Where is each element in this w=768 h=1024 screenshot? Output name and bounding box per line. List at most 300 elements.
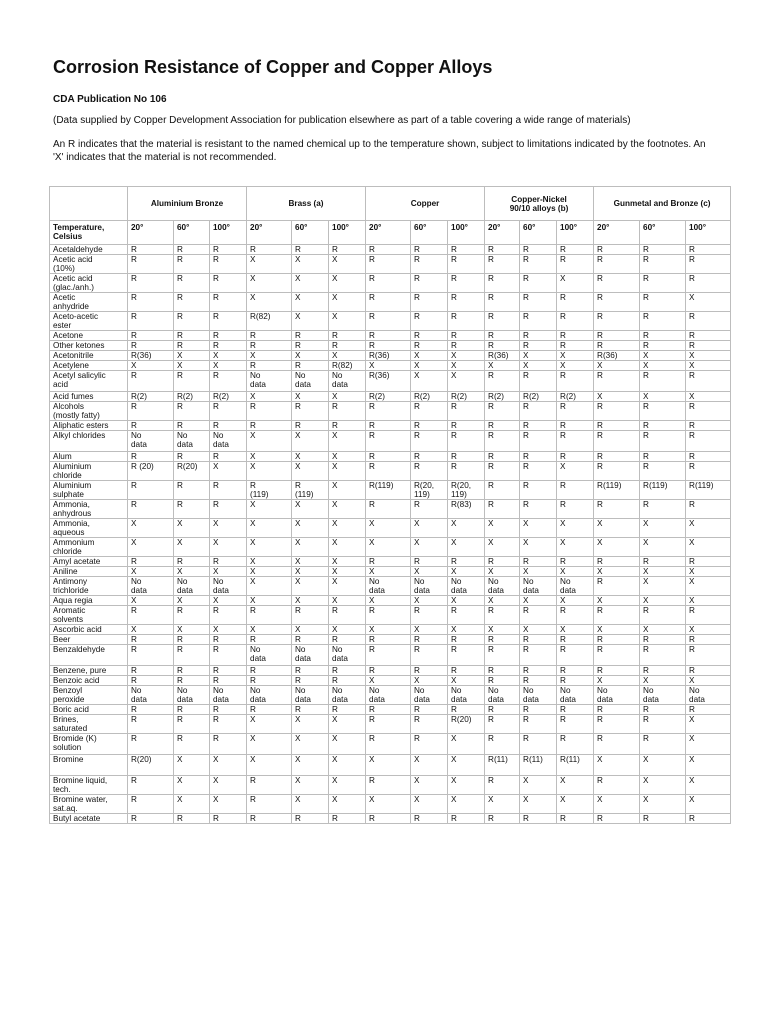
rating-cell: R [247,245,292,255]
table-row [50,312,731,331]
rating-cell: No data [247,645,292,666]
table-row [50,351,731,361]
rating-cell: R [292,245,329,255]
rating-cell: R [174,421,210,431]
rating-cell: R [640,557,686,567]
rating-cell: R [485,331,520,341]
chemical-name: Bromide (K) solution [50,734,128,755]
table-row [50,577,731,596]
chemical-name: Aqua regia [50,596,128,606]
rating-cell: R [686,431,731,452]
rating-cell: X [366,676,411,686]
rating-cell: R [448,421,485,431]
rating-cell: R [485,776,520,795]
chemical-name: Aceto-acetic ester [50,312,128,331]
rating-cell: X [366,538,411,557]
rating-cell: X [174,625,210,635]
rating-cell: R [557,371,594,392]
rating-cell: R [448,635,485,645]
rating-cell: R [174,245,210,255]
rating-cell: R [411,293,448,312]
rating-cell: R [557,666,594,676]
rating-cell: R [594,402,640,421]
rating-cell: X [520,776,557,795]
rating-cell: R [594,814,640,824]
table-row [50,341,731,351]
rating-cell: X [329,795,366,814]
temp-20: 20° [594,221,640,245]
rating-cell: R [128,734,174,755]
rating-cell: R [366,421,411,431]
rating-cell: R [640,500,686,519]
rating-cell: R [520,557,557,567]
rating-cell: R [448,814,485,824]
rating-cell: R [411,452,448,462]
rating-cell: R(20) [174,462,210,481]
rating-cell: R [686,635,731,645]
rating-cell: R [557,452,594,462]
rating-cell: R [210,245,247,255]
rating-cell: No data [448,686,485,705]
table-row [50,500,731,519]
rating-cell: X [485,567,520,577]
rating-cell: R [174,331,210,341]
table-row [50,421,731,431]
table-group-header-row [50,187,731,221]
rating-cell: X [448,676,485,686]
rating-cell: R [411,421,448,431]
rating-cell: R [366,462,411,481]
rating-cell: No data [366,577,411,596]
rating-cell: R [411,331,448,341]
rating-cell: R [128,245,174,255]
rating-cell: R [174,274,210,293]
rating-cell: R [210,734,247,755]
rating-cell: R [557,814,594,824]
rating-cell: X [557,361,594,371]
rating-cell: R [411,402,448,421]
rating-cell: X [557,567,594,577]
rating-cell: R [174,452,210,462]
table-row [50,402,731,421]
rating-cell: R [686,371,731,392]
rating-cell: R [411,557,448,567]
rating-cell: X [128,361,174,371]
rating-cell: R [174,635,210,645]
rating-cell: R [520,481,557,500]
rating-cell: R(2) [485,392,520,402]
rating-cell: X [329,462,366,481]
rating-cell: R [594,734,640,755]
rating-cell: No data [128,577,174,596]
rating-cell: X [128,567,174,577]
rating-cell: X [292,462,329,481]
rating-cell: R [174,705,210,715]
rating-cell: R [247,361,292,371]
rating-cell: R [557,557,594,567]
rating-cell: R(20) [128,755,174,776]
rating-cell: R [128,255,174,274]
rating-cell: No data [210,431,247,452]
temp-60: 60° [640,221,686,245]
rating-cell: R [686,245,731,255]
chemical-name: Aniline [50,567,128,577]
rating-cell: R [128,776,174,795]
rating-cell: X [292,596,329,606]
rating-cell: R [557,402,594,421]
rating-cell: R [366,814,411,824]
chemical-name: Boric acid [50,705,128,715]
rating-cell: R [247,776,292,795]
rating-cell: R [210,452,247,462]
rating-cell: X [292,795,329,814]
rating-cell: R [686,255,731,274]
rating-cell: X [686,519,731,538]
chemical-name: Acetonitrile [50,351,128,361]
rating-cell: X [174,596,210,606]
rating-cell: R (119) [292,481,329,500]
rating-cell: R(119) [686,481,731,500]
rating-cell: X [485,625,520,635]
rating-cell: X [210,351,247,361]
rating-cell: X [210,462,247,481]
rating-cell: R [247,666,292,676]
rating-cell: R [485,606,520,625]
rating-cell: R [686,666,731,676]
rating-cell: R [210,341,247,351]
rating-cell: R [520,715,557,734]
table-row [50,606,731,625]
rating-cell: R [640,462,686,481]
rating-cell: R [485,245,520,255]
rating-cell: X [174,567,210,577]
rating-cell: R [411,635,448,645]
rating-cell: No data [640,686,686,705]
rating-cell: X [686,715,731,734]
rating-cell: R [640,635,686,645]
rating-cell: X [686,676,731,686]
chemical-name: Acetic anhydride [50,293,128,312]
rating-cell: R [292,676,329,686]
rating-cell: R [210,481,247,500]
rating-cell: R [448,331,485,341]
page-title: Corrosion Resistance of Copper and Copper Alloys [53,57,493,77]
rating-cell: X [411,596,448,606]
rating-cell: X [174,361,210,371]
rating-cell: X [640,755,686,776]
rating-cell: X [448,361,485,371]
rating-cell: X [686,567,731,577]
rating-cell: R [210,312,247,331]
rating-cell: X [366,567,411,577]
rating-cell: R [520,312,557,331]
rating-cell: R [411,274,448,293]
table-row [50,596,731,606]
rating-cell: R [329,421,366,431]
rating-cell: R [292,331,329,341]
rating-cell: X [292,755,329,776]
temp-60: 60° [174,221,210,245]
publication-number: CDA Publication No 106 [53,94,167,105]
rating-cell: X [640,596,686,606]
rating-cell: X [411,567,448,577]
rating-cell: R [174,676,210,686]
chemical-name: Benzene, pure [50,666,128,676]
rating-cell: X [292,715,329,734]
rating-cell: X [557,519,594,538]
chemical-name: Beer [50,635,128,645]
rating-cell: R [448,557,485,567]
rating-cell: X [594,392,640,402]
rating-cell: R [128,666,174,676]
rating-cell: X [247,274,292,293]
rating-cell: R [640,331,686,341]
rating-cell: R [247,635,292,645]
rating-cell: R [686,452,731,462]
rating-cell: X [448,538,485,557]
rating-cell: X [686,538,731,557]
rating-cell: X [594,625,640,635]
rating-cell: No data [292,686,329,705]
rating-cell: R [640,666,686,676]
chemical-name: Antimony trichloride [50,577,128,596]
rating-cell: R [520,431,557,452]
rating-cell: X [594,519,640,538]
rating-cell: R [520,635,557,645]
rating-cell: R [210,331,247,341]
rating-cell: R [247,421,292,431]
table-row [50,814,731,824]
rating-cell: X [247,625,292,635]
rating-cell: R [411,462,448,481]
table-row [50,776,731,795]
group-header-brass: Brass (a) [247,187,366,221]
rating-cell: X [448,519,485,538]
table-row [50,392,731,402]
rating-cell: No data [292,371,329,392]
rating-cell: R [210,402,247,421]
rating-cell: R [210,676,247,686]
table-body [50,245,731,824]
rating-cell: X [411,776,448,795]
table-row [50,371,731,392]
rating-cell: X [448,755,485,776]
rating-cell: X [329,734,366,755]
rating-cell: No data [292,645,329,666]
chemical-name: Acetaldehyde [50,245,128,255]
rating-cell: X [292,293,329,312]
rating-cell: R [520,402,557,421]
rating-cell: R [366,402,411,421]
table-row [50,293,731,312]
rating-cell: R(2) [448,392,485,402]
rating-cell: R [557,245,594,255]
rating-cell: R [448,666,485,676]
rating-cell: R [485,255,520,274]
group-header-gunmetal-bronze: Gunmetal and Bronze (c) [594,187,731,221]
rating-cell: X [520,538,557,557]
rating-cell: R [485,371,520,392]
rating-cell: R [329,705,366,715]
rating-cell: R [520,245,557,255]
rating-cell: X [640,519,686,538]
rating-cell: R [174,715,210,734]
rating-cell: R [128,293,174,312]
rating-cell: R [366,255,411,274]
rating-cell: R [366,274,411,293]
table-row [50,715,731,734]
rating-cell: X [411,361,448,371]
rating-cell: R [686,645,731,666]
table-row [50,666,731,676]
rating-cell: R [686,705,731,715]
rating-cell: R [210,645,247,666]
rating-cell: R [210,293,247,312]
chemical-name: Bromine [50,755,128,776]
rating-cell: R(2) [128,392,174,402]
rating-cell: R [485,645,520,666]
table-row [50,635,731,645]
rating-cell: R [520,331,557,341]
rating-cell: R [594,462,640,481]
rating-cell: R [329,635,366,645]
rating-cell: No data [174,577,210,596]
rating-cell: R [210,421,247,431]
source-note: (Data supplied by Copper Development Association for publication elsewhere as part of a table covering a wide range of materials) [53,115,631,126]
rating-cell: R(11) [485,755,520,776]
rating-cell: R [128,814,174,824]
rating-cell: R [686,814,731,824]
rating-cell: R [247,705,292,715]
rating-cell: X [640,795,686,814]
rating-cell: R [640,312,686,331]
rating-cell: X [329,625,366,635]
rating-cell: R [640,715,686,734]
chemical-name: Ammonia, anhydrous [50,500,128,519]
rating-cell: R [128,676,174,686]
rating-cell: R [174,481,210,500]
group-header-copper-nickel: Copper-Nickel 90/10 alloys (b) [485,187,594,221]
rating-cell: R [411,431,448,452]
rating-cell: R [686,331,731,341]
rating-cell: X [329,567,366,577]
rating-cell: R [128,645,174,666]
table-row [50,734,731,755]
rating-cell: No data [210,686,247,705]
rating-cell: X [329,755,366,776]
rating-cell: R [557,705,594,715]
rating-cell: R [174,557,210,567]
rating-cell: R(82) [247,312,292,331]
rating-cell: R [594,331,640,341]
table-corner-cell [50,187,128,221]
rating-cell: R [520,371,557,392]
rating-cell: R [128,371,174,392]
rating-cell: X [448,795,485,814]
rating-cell: X [686,625,731,635]
rating-cell: R [366,312,411,331]
rating-cell: X [557,795,594,814]
rating-cell: No data [128,431,174,452]
rating-cell: R (20) [128,462,174,481]
rating-cell: X [557,351,594,361]
rating-cell: R [128,557,174,567]
rating-cell: R [411,666,448,676]
rating-cell: R [366,331,411,341]
rating-cell: R(36) [594,351,640,361]
rating-cell: X [210,538,247,557]
rating-cell: X [128,519,174,538]
rating-cell: R [640,421,686,431]
temp-100: 100° [210,221,247,245]
rating-cell: R [448,462,485,481]
rating-cell: R [485,402,520,421]
rating-cell: X [247,538,292,557]
rating-cell: No data [520,577,557,596]
rating-cell: X [485,538,520,557]
rating-cell: X [557,274,594,293]
rating-cell: R [520,676,557,686]
rating-cell: X [366,795,411,814]
rating-cell: R [128,312,174,331]
table-row [50,676,731,686]
rating-cell: R [247,814,292,824]
rating-cell: R [128,274,174,293]
rating-cell: X [329,577,366,596]
temp-60: 60° [292,221,329,245]
rating-cell: R [411,312,448,331]
chemical-name: Brines, saturated [50,715,128,734]
rating-cell: R [128,331,174,341]
rating-cell: R [128,500,174,519]
chemical-name: Aluminium sulphate [50,481,128,500]
rating-cell: R [128,341,174,351]
rating-cell: R [594,557,640,567]
rating-cell: R [247,676,292,686]
rating-cell: X [686,596,731,606]
rating-cell: R [557,676,594,686]
rating-cell: R [128,402,174,421]
rating-cell: R [329,402,366,421]
rating-cell: R [594,293,640,312]
chemical-name: Butyl acetate [50,814,128,824]
rating-cell: R [557,255,594,274]
rating-cell: R(119) [366,481,411,500]
table-row [50,431,731,452]
rating-cell: No data [411,686,448,705]
rating-cell: R [594,421,640,431]
rating-cell: X [210,596,247,606]
chemical-name: Aromatic solvents [50,606,128,625]
rating-cell: R [520,341,557,351]
rating-cell: X [485,361,520,371]
rating-cell: X [411,795,448,814]
rating-cell: X [366,596,411,606]
rating-cell: R [329,606,366,625]
table-row [50,274,731,293]
rating-cell: X [210,567,247,577]
rating-cell: X [686,392,731,402]
rating-cell: X [411,755,448,776]
rating-cell: R [210,666,247,676]
chemical-name: Other ketones [50,341,128,351]
rating-cell: R [686,274,731,293]
rating-cell: R [411,645,448,666]
rating-cell: R [174,255,210,274]
rating-cell: R [174,500,210,519]
rating-cell: X [366,625,411,635]
rating-cell: X [594,567,640,577]
